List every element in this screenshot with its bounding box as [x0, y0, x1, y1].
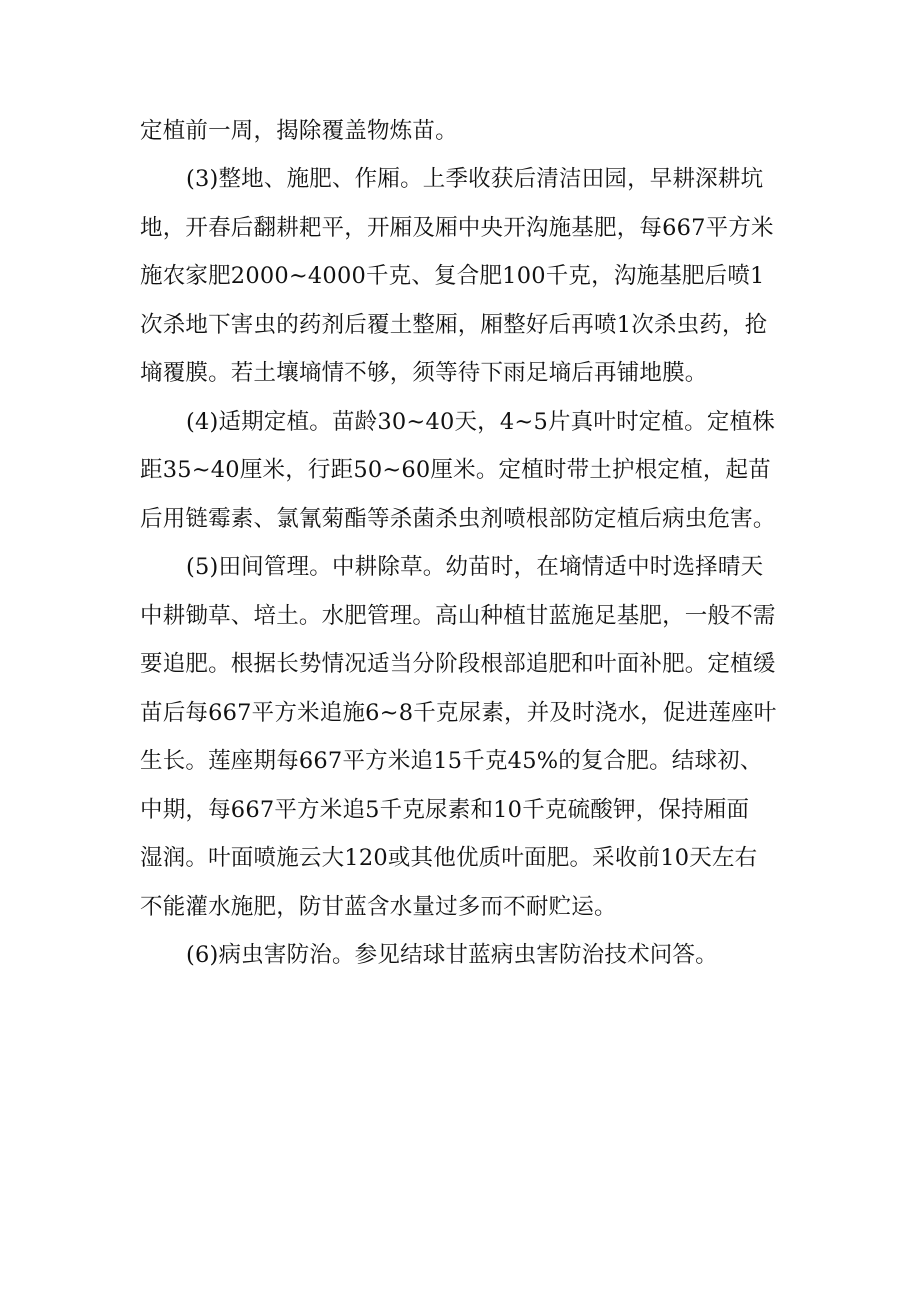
- text-line-4: 施农家肥2000~4000千克、复合肥100千克，沟施基肥后喷1: [140, 263, 765, 289]
- text-line-18: (6)病虫害防治。参见结球甘蓝病虫害防治技术问答。: [186, 942, 718, 968]
- text-line-6: 墒覆膜。若土壤墒情不够，须等待下雨足墒后再铺地膜。: [140, 360, 708, 386]
- text-line-13: 苗后每667平方米追施6~8千克尿素，并及时浇水，促进莲座叶: [140, 700, 777, 726]
- text-line-9: 后用链霉素、氯氰菊酯等杀菌杀虫剂喷根部防定植后病虫危害。: [140, 506, 776, 532]
- text-line-1: 定植前一周，揭除覆盖物炼苗。: [140, 118, 458, 144]
- text-line-11: 中耕锄草、培土。水肥管理。高山种植甘蓝施足基肥，一般不需: [140, 603, 776, 629]
- text-line-12: 要追肥。根据长势情况适当分阶段根部追肥和叶面补肥。定植缓: [140, 651, 776, 677]
- text-line-7: (4)适期定植。苗龄30~40天，4~5片真叶时定植。定植株: [186, 409, 775, 435]
- text-line-14: 生长。莲座期每667平方米追15千克45%的复合肥。结球初、: [140, 748, 763, 774]
- text-line-2: (3)整地、施肥、作厢。上季收获后清洁田园，早耕深耕坑: [186, 166, 764, 192]
- text-line-15: 中期，每667平方米追5千克尿素和10千克硫酸钾，保持厢面: [140, 797, 750, 823]
- text-line-5: 次杀地下害虫的药剂后覆土整厢，厢整好后再喷1次杀虫药，抢: [140, 312, 768, 338]
- text-line-8: 距35~40厘米，行距50~60厘米。定植时带土护根定植，起苗: [140, 457, 771, 483]
- text-line-17: 不能灌水施肥，防甘蓝含水量过多而不耐贮运。: [140, 894, 617, 920]
- text-line-16: 湿润。叶面喷施云大120或其他优质叶面肥。采收前10天左右: [140, 845, 758, 871]
- text-line-3: 地，开春后翻耕耙平，开厢及厢中央开沟施基肥，每667平方米: [140, 215, 774, 241]
- text-line-10: (5)田间管理。中耕除草。幼苗时，在墒情适中时选择晴天: [186, 554, 764, 580]
